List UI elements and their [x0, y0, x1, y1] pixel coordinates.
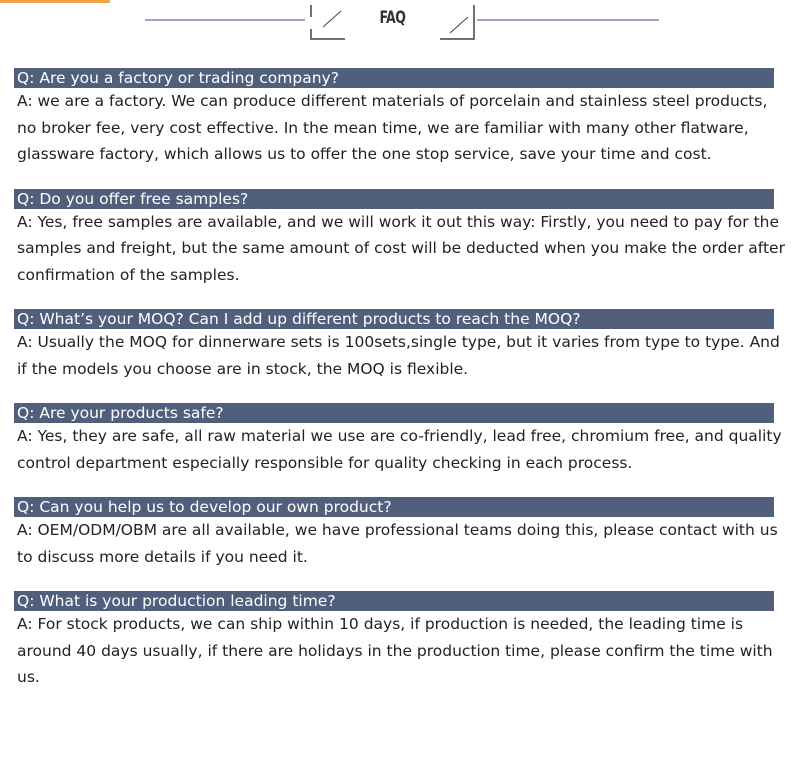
faq-item: [0, 68, 800, 168]
faq-title: FAQ: [379, 8, 406, 28]
faq-question: Q: Can you help us to develop our own product?: [14, 497, 774, 517]
faq-question: Q: Are you a factory or trading company?: [14, 68, 774, 88]
faq-answer: A: Yes, free samples are available, and we will work it out this way: Firstly, you need to pay for the samples and freight, but the same amount of cost will be deducted when you make the order after confirmation of the samples.: [17, 212, 785, 284]
header-line-right: [477, 19, 659, 21]
faq-answer: A: Usually the MOQ for dinnerware sets is 100sets,single type, but it varies from type to type. And if the models you choose are in stock, the MOQ is flexible.: [17, 333, 780, 378]
faq-question: Q: What is your production leading time?: [14, 591, 774, 611]
faq-item: [0, 403, 800, 476]
bracket-right-icon: [436, 3, 478, 43]
faq-list: [0, 68, 800, 712]
faq-item: [0, 497, 800, 570]
faq-question: Q: What’s your MOQ? Can I add up different products to reach the MOQ?: [14, 309, 774, 329]
faq-item: [0, 309, 800, 382]
faq-item: [0, 591, 800, 691]
faq-answer: A: Yes, they are safe, all raw material we use are co-friendly, lead free, chromium free, and quality control department especially responsible for quality checking in each process.: [17, 427, 782, 472]
faq-answer: A: we are a factory. We can produce different materials of porcelain and stainless steel products, no broker fee, very cost effective. In the mean time, we are familiar with many other flatware, glassware factory, which allows us to offer the one stop service, save your time and cost.: [17, 92, 768, 163]
faq-question: Q: Are your products safe?: [14, 403, 774, 423]
bracket-left-icon: [307, 3, 349, 43]
faq-header: [0, 0, 800, 50]
faq-answer: A: OEM/ODM/OBM are all available, we have professional teams doing this, please contact with us to discuss more details if you need it.: [17, 521, 778, 566]
faq-question: Q: Do you offer free samples?: [14, 189, 774, 209]
faq-item: [0, 189, 800, 289]
header-line-left: [145, 19, 305, 21]
faq-answer: A: For stock products, we can ship within 10 days, if production is needed, the leading time is around 40 days usually, if there are holidays in the production time, please confirm the time with us.: [17, 615, 773, 686]
